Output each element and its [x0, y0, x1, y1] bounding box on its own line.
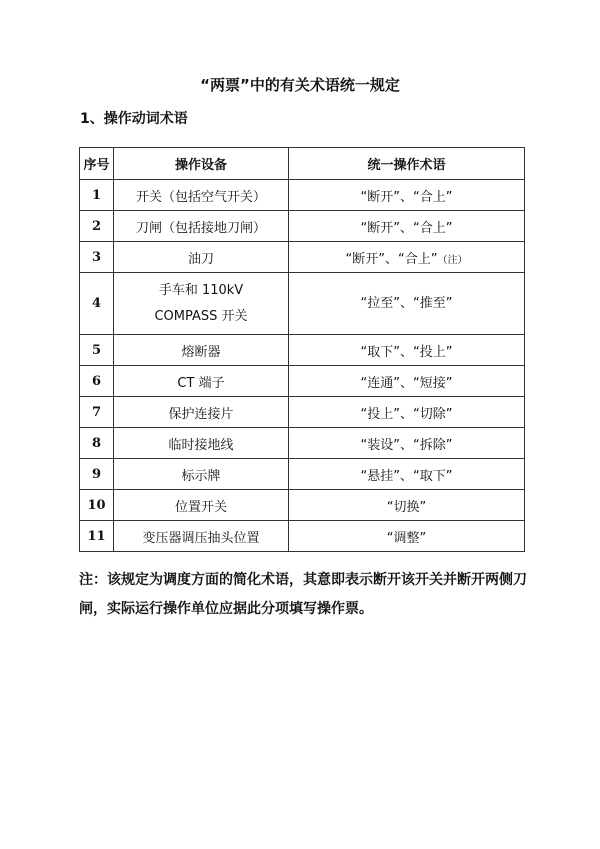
row-num: 4 — [80, 273, 114, 335]
table-header-row — [80, 148, 525, 180]
row-term: “取下”、“投上” — [289, 335, 525, 366]
row-term: “断开”、“合上” — [345, 251, 438, 267]
table-row — [80, 428, 525, 459]
row-num: 3 — [80, 242, 114, 273]
terms-table — [79, 147, 525, 552]
table-row — [80, 366, 525, 397]
row-device: 位置开关 — [114, 490, 289, 521]
table-row — [80, 521, 525, 552]
row-term: “切换” — [289, 490, 525, 521]
row-num: 9 — [80, 459, 114, 490]
row-term: “断开”、“合上” — [289, 211, 525, 242]
table-row — [80, 459, 525, 490]
row-device: 保护连接片 — [114, 397, 289, 428]
row-num: 6 — [80, 366, 114, 397]
table-row — [80, 180, 525, 211]
row-num: 10 — [80, 490, 114, 521]
row-term: “投上”、“切除” — [289, 397, 525, 428]
row-device: 临时接地线 — [114, 428, 289, 459]
table-row — [80, 211, 525, 242]
row-num: 11 — [80, 521, 114, 552]
row-device: 变压器调压抽头位置 — [114, 521, 289, 552]
row-num: 2 — [80, 211, 114, 242]
row-term-cell — [289, 242, 525, 273]
row-device: 刀闸（包括接地刀闸） — [114, 211, 289, 242]
header-device: 操作设备 — [114, 148, 289, 180]
row-term: “悬挂”、“取下” — [289, 459, 525, 490]
row-term-note: （注） — [437, 254, 468, 266]
section-heading: 1、操作动词术语 — [80, 111, 188, 127]
row-term: “装设”、“拆除” — [289, 428, 525, 459]
row-term: “拉至”、“推至” — [289, 273, 525, 335]
table-row — [80, 397, 525, 428]
header-term: 统一操作术语 — [289, 148, 525, 180]
row-device-line1: 手车和 110kV — [158, 282, 244, 298]
table-row — [80, 242, 525, 273]
row-device-cell — [114, 273, 289, 335]
row-term: “调整” — [289, 521, 525, 552]
row-term: “断开”、“合上” — [289, 180, 525, 211]
row-num: 8 — [80, 428, 114, 459]
row-device: 油刀 — [114, 242, 289, 273]
row-device: 标示牌 — [114, 459, 289, 490]
row-num: 7 — [80, 397, 114, 428]
row-device: CT 端子 — [114, 366, 289, 397]
row-device: 开关（包括空气开关） — [114, 180, 289, 211]
footnote: 注：该规定为调度方面的简化术语，其意即表示断开该开关并断开两侧刀闸，实际运行操作单位应据此分项填写操作票。 — [79, 572, 527, 617]
header-num: 序号 — [80, 148, 114, 180]
row-num: 1 — [80, 180, 114, 211]
document-title: “两票”中的有关术语统一规定 — [200, 76, 400, 94]
row-device-line2: COMPASS 开关 — [154, 308, 248, 324]
table-row — [80, 490, 525, 521]
table-row — [80, 335, 525, 366]
row-term: “连通”、“短接” — [289, 366, 525, 397]
row-num: 5 — [80, 335, 114, 366]
row-device: 熔断器 — [114, 335, 289, 366]
table-row — [80, 273, 525, 335]
